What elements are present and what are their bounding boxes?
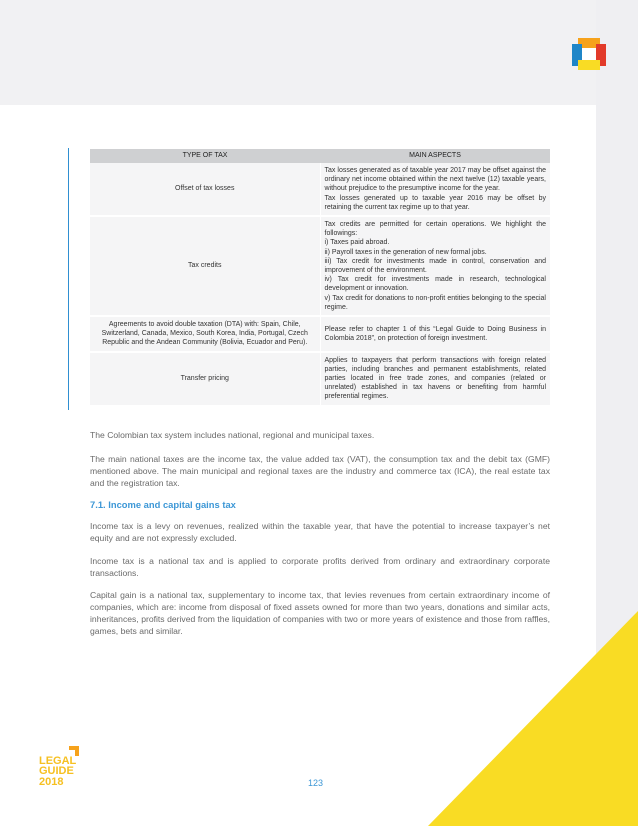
aspects-cell <box>320 352 550 406</box>
tax-type-cell: Agreements to avoid double taxation (DTA) with: Spain, Chile, Switzerland, Canada, Mexico, South Korea, India, Portugal, Czech Republic and the Andean Community (Bolivia, Ecuador and Peru). <box>90 316 320 352</box>
body-paragraph: The Colombian tax system includes national, regional and municipal taxes. <box>90 430 375 440</box>
aspects-cell <box>320 316 550 352</box>
legal-guide-logo <box>39 746 79 788</box>
aspect-line: Applies to taxpayers that perform transactions with foreign related parties, including branches and permanent establishments, related parties located in free trade zones, and companies (related or unrelated) established in tax havens or benefiting from harmful preferential regimes. <box>324 356 546 401</box>
aspect-line: iii) Tax credit for investments made in control, conservation and improvement of the environment. <box>324 257 546 275</box>
aspect-line: Please refer to chapter 1 of this “Legal Guide to Doing Business in Colombia 2018”, on protection of foreign investment. <box>324 325 546 342</box>
cube-logo-icon <box>572 38 606 70</box>
tax-table <box>90 149 550 407</box>
column-header-type: TYPE OF TAX <box>90 149 320 163</box>
table-row <box>90 316 550 352</box>
aspect-line: ii) Payroll taxes in the generation of new formal jobs. <box>324 248 487 256</box>
aspect-line: v) Tax credit for donations to non-profit entities belonging to the special regime. <box>324 294 546 311</box>
body-paragraph: Income tax is a levy on revenues, realized within the taxable year, that have the potential to increase taxpayer’s net equity and are not expressly excluded. <box>90 521 550 543</box>
aspects-cell <box>320 216 550 316</box>
table-row <box>90 163 550 216</box>
table-header-row <box>90 149 550 163</box>
body-paragraph: Income tax is a national tax and is applied to corporate profits derived from ordinary and extraordinary corporate transactions. <box>90 556 550 578</box>
header-band <box>0 0 638 105</box>
tax-type-cell: Transfer pricing <box>90 352 320 406</box>
logo-line-3: 2018 <box>39 776 64 788</box>
aspect-line: Tax losses generated up to taxable year 2016 may be offset by retaining the current tax regime up to that year. <box>324 194 546 211</box>
table-side-rule <box>68 148 69 410</box>
body-paragraph: The main national taxes are the income tax, the value added tax (VAT), the consumption tax and the debit tax (GMF) mentioned above. The main municipal and regional taxes are the industry and commerce tax (ICA), the real estate tax and the registration tax. <box>90 454 550 488</box>
aspect-line: i) Taxes paid abroad. <box>324 239 390 247</box>
logo-line-2: GUIDE <box>39 765 74 777</box>
column-header-aspects: MAIN ASPECTS <box>320 149 550 163</box>
logo-line-1: LEGAL <box>39 755 77 767</box>
tax-type-cell: Offset of tax losses <box>90 163 320 216</box>
aspect-line: Tax losses generated as of taxable year 2017 may be offset against the ordinary net income obtained within the next twelve (12) taxable years, without prejudice to the presumptive income for the year. <box>324 167 546 193</box>
table-row <box>90 216 550 316</box>
tax-type-cell: Tax credits <box>90 216 320 316</box>
body-paragraph: Capital gain is a national tax, supplementary to income tax, that levies revenues from certain extraordinary income of companies, which are: income from disposal of fixed assets owned for more than two years, donations and similar acts, inheritances, profits derived from the liquidation of companies with two or more years of existence and those from raffles, games, bets and similar. <box>90 590 550 636</box>
yellow-corner-decoration <box>428 611 638 826</box>
aspect-line: Tax credits are permitted for certain operations. We highlight the followings: <box>324 221 546 238</box>
table-row <box>90 352 550 406</box>
section-heading: 7.1. Income and capital gains tax <box>90 499 236 510</box>
aspect-line: iv) Tax credit for investments made in research, technological development or innovation. <box>324 276 546 293</box>
page-number: 123 <box>308 778 324 788</box>
aspects-cell <box>320 163 550 216</box>
